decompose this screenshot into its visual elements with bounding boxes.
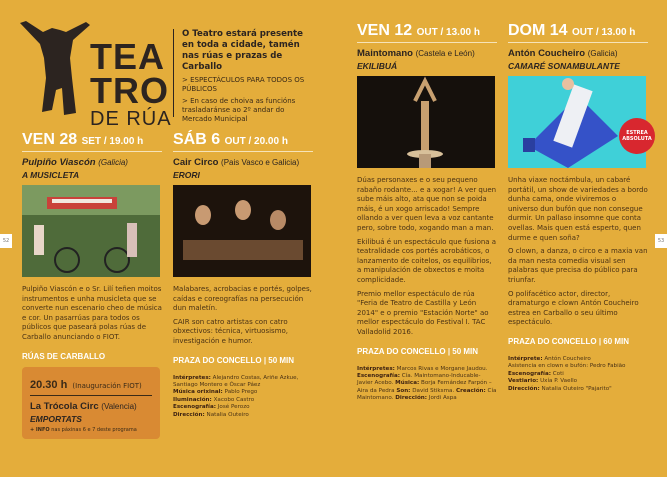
event-photo — [22, 185, 160, 277]
jumping-figure-logo-icon — [18, 18, 93, 118]
event-artist: Maintomano (Castela e León) — [357, 48, 475, 59]
event-venue: PRAZA DO CONCELLO | 50 MIN — [357, 346, 479, 356]
page-number-left: 52 — [0, 234, 12, 248]
event-date: SÁB 6 OUT / 20.00 h — [173, 131, 313, 152]
paragraph: Pulpiño Viascón e o Sr. Lilí teñen moitos instrumentos e unha musicleta que se converte nun escenario cheo de música e cor. Un pasarrúas para todos os públicos que paseará polas rúas de Carballo anunciando o FIOT. — [22, 285, 162, 341]
intro-note: > ESPECTÁCULOS PARA TODOS OS PÚBLICOS — [182, 76, 305, 93]
event-artist: Antón Coucheiro (Galicia) — [508, 48, 618, 59]
event-column — [22, 131, 162, 439]
event-show-title: CAMARÉ SONAMBULANTE — [508, 61, 620, 71]
event-artist: Pulpiño Viascón (Galicia) — [22, 157, 128, 168]
extra-show-title: EMPORTATS — [30, 413, 82, 424]
event-date: DOM 14 OUT / 13.00 h — [508, 22, 648, 43]
paragraph: CAIR son catro artistas con catro obxectivos: técnica, virtuosismo, investigación e humor. — [173, 317, 289, 345]
intro-heading: O Teatro estará presente en toda a cidade, tamén nas rúas e prazas de Carballo — [182, 29, 303, 72]
paragraph: Dúas personaxes e o seu pequeno rabaño rodante... e a xogar! A ver quen sube máis alto, ata que non se poida máis, é un xogo arriscado! Sempre ollando a ver quen leva a voz cantante pero, sobre todo, xogando man a man. — [357, 176, 497, 232]
intro-block — [173, 29, 313, 123]
event-venue: PRAZA DO CONCELLO | 50 MIN — [173, 355, 295, 365]
event-photo — [173, 185, 311, 277]
event-description — [357, 176, 497, 338]
logo-line: DE RÚA — [90, 108, 172, 130]
paragraph: Premio mellor espectáculo de rúa "Feria de Teatro de Castilla y León 2014" e o premio "Estación Norte" ao mellor espectáculo do Festival I. TAC Valladolid 2016. — [357, 289, 489, 336]
event-credits: Intérpretes: Alejandro Costas, Ariñe Azkue, Santiago Montero e Óscar Páez Música orixinal: Pablo Prego Iluminación: Xacobo Castro Escenografía: José Perozo Dirección: Natalia Outeiro — [173, 374, 299, 418]
event-venue: RÚAS DE CARBALLO — [22, 351, 106, 361]
paragraph: Malabares, acrobacias e portés, golpes, caídas e coreografías na persecución dun maletín. — [173, 285, 312, 313]
event-description — [22, 285, 162, 343]
event-photo — [357, 76, 495, 168]
event-show-title: ERORI — [173, 170, 200, 180]
event-description — [508, 176, 648, 328]
logo-line: TEA — [90, 36, 165, 77]
event-column — [508, 22, 648, 393]
more-info-link[interactable]: + INFO nas páxinas 6 e 7 deste programa — [30, 426, 137, 433]
event-venue: PRAZA DO CONCELLO | 60 MIN — [508, 336, 630, 346]
event-column — [357, 22, 497, 403]
event-credits: Intérpretes: Marcos Rivas e Morgane Jaudou. Escenografía: Cía. Maintomano-Inducable- Javier Acebo. Música: Borja Fernández Farpón – Aira da Pedra Son: David Stiksma. Creación: Cía Maintomano. Dirección: Jordi Aspa — [357, 365, 497, 402]
paragraph: Unha viaxe noctámbula, un cabaré portátil, un show de variedades a bordo dunha cama, onde viviremos o universo dun bufón que non consegue durmir. Un pallaso insomne que conta ovellas. Mais quen está esperto, quen durme e quen soña? — [508, 176, 648, 242]
extra-time: 20.30 h (Inauguración FIOT) — [30, 373, 152, 396]
event-show-title: A MUSICLETA — [22, 170, 80, 180]
event-artist: Cair Circo (Pais Vasco e Galicia) — [173, 157, 300, 168]
event-show-title: EKILIBUÁ — [357, 61, 398, 71]
paragraph: Ekilibuá é un espectáculo que fusiona a teatralidade cos portés acrobáticos, o lanzamento de coitelos, os equilibrios, a manipulación de obxectos e moita complicidade. — [357, 237, 497, 284]
premiere-badge: ESTREA ABSOLUTA — [619, 118, 655, 154]
event-description — [173, 285, 313, 347]
event-column — [173, 131, 313, 419]
intro-note: > En caso de choiva as funcións trasladaránse ao 2º andar do Mercado Municipal — [182, 97, 296, 123]
event-credits: Intérprete: Antón Coucheiro Asistencia en clown e bufón: Pedro Fabião Escenografía: Coti Vestiario: Uxía P. Vaello Dirección: Natalia Outeiro "Pajarito" — [508, 355, 626, 392]
paragraph: O clown, a danza, o circo e a maxia van da man nesta comedia visual sen palabras que precisa do público para triunfar. — [508, 247, 648, 284]
extra-artist: La Trócola Circ (Valencia) — [30, 400, 137, 412]
paragraph: O polifacético actor, director, dramaturgo e clown Antón Coucheiro estrea en Carballo o seu último espectáculo. — [508, 289, 639, 327]
extra-event-box — [22, 367, 160, 439]
logo-title — [90, 36, 172, 130]
page-number-right: 53 — [655, 234, 667, 248]
logo-line: TRO — [90, 70, 169, 111]
event-date: VEN 28 SET / 19.00 h — [22, 131, 162, 152]
event-date: VEN 12 OUT / 13.00 h — [357, 22, 497, 43]
